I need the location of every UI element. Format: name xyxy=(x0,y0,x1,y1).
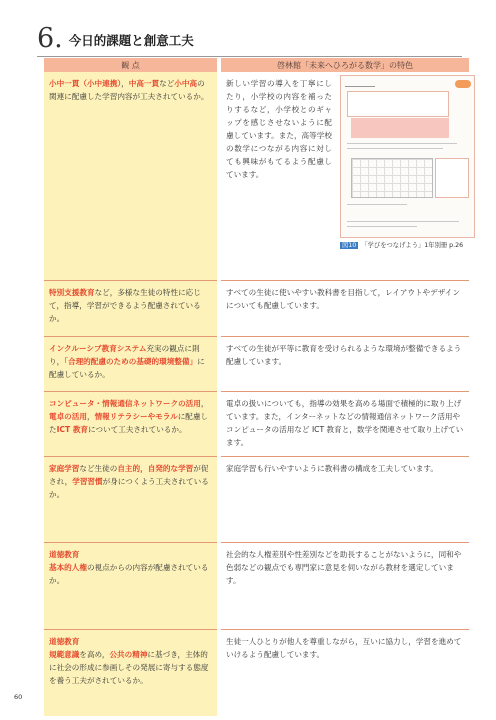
table-row xyxy=(44,72,469,280)
page-number: 60 xyxy=(14,693,23,701)
viewpoint-text: を高め， xyxy=(79,649,110,659)
features-table xyxy=(44,58,469,716)
table-row xyxy=(44,336,469,391)
viewpoint-cell xyxy=(44,542,219,629)
viewpoint-text: に配慮しているか。 xyxy=(49,356,205,379)
feature-cell: すべての生徒が平等に教育を受けられるような環境が整備できるよう配慮しています。 xyxy=(219,336,469,391)
viewpoint-cell xyxy=(44,72,219,280)
viewpoint-keyword: 公共の精神 xyxy=(109,649,148,659)
viewpoint-text: の関連に配慮した学習内容が工夫されているか。 xyxy=(49,79,209,101)
viewpoint-text: に基づき，主体的に社会の形成に参画しその発展に寄与する態度を養う工夫がされているか。 xyxy=(49,649,209,685)
section-title xyxy=(37,23,194,54)
feature-cell: 社会的な人権差別や性差別などを助長することがないように，同和や色弱などの観点でも専門家に意見を伺いながら教材を選定しています。 xyxy=(219,542,469,629)
figure-text-line xyxy=(347,204,407,205)
viewpoint-cell xyxy=(44,456,219,542)
viewpoint-keyword: ICT 教育 xyxy=(56,424,89,434)
viewpoint-text: が促され， xyxy=(49,463,209,486)
viewpoint-keyword: 情報リテラシーやモラル xyxy=(94,411,178,421)
figure-text-line xyxy=(347,221,459,222)
viewpoint-cell xyxy=(44,336,219,391)
figure-caption-text: 「学びをつなげよう」1年別冊 p.26 xyxy=(361,242,464,249)
viewpoint-keyword: コンピュータ・情報通信ネットワークの活用 xyxy=(49,398,201,408)
viewpoint-text: ， xyxy=(200,398,209,408)
viewpoint-text: の視点からの内容が配慮されているか。 xyxy=(49,562,209,585)
viewpoint-text: など生徒の xyxy=(79,463,118,473)
viewpoint-text: 充実の観点に則り， xyxy=(49,343,200,366)
viewpoint-text: が身につくよう工夫されているか。 xyxy=(49,476,209,499)
viewpoint-text: に配慮した xyxy=(49,411,209,434)
figure-caption xyxy=(340,241,463,250)
viewpoint-keyword: 電卓の活用 xyxy=(49,411,87,421)
viewpoint-keyword: 小中一貫（小中連携） xyxy=(49,79,122,88)
viewpoint-keyword: 家庭学習 xyxy=(49,463,80,473)
section-number: 6. xyxy=(37,23,63,54)
viewpoint-keyword: インクルーシブ教育システム xyxy=(49,343,147,353)
figure-side-note xyxy=(435,158,469,198)
viewpoint-cell xyxy=(44,280,219,336)
feature-cell: 家庭学習も行いやすいように教科書の構成を工夫しています。 xyxy=(219,456,469,542)
viewpoint-keyword: 道徳教育 xyxy=(49,549,80,559)
viewpoint-keyword: 小中高 xyxy=(174,79,198,88)
section-heading: 今日的課題と創意工夫 xyxy=(68,33,194,48)
figure-illustration xyxy=(351,118,449,138)
figure-text-line xyxy=(347,148,443,149)
figure-number: 図10 xyxy=(342,242,357,249)
feature-text: 新しい学習の導入を丁寧にしたり，小学校の内容を補ったりするなど，小学校とのギャップを感じさせないように配慮しています。また，高等学校の数学につながる内容に対しても興味がもてるよう配慮しています。 xyxy=(226,79,332,179)
viewpoint-keyword: 中高一貫 xyxy=(128,79,160,88)
col-header-viewpoint: 観 点 xyxy=(44,58,219,72)
figure-heading-mark xyxy=(345,80,375,87)
viewpoint-text: ， xyxy=(121,79,129,88)
table-row xyxy=(44,280,469,336)
feature-cell: 生徒一人ひとりが他人を尊重しながら，互いに協力し，学習を進めていけるよう配慮しています。 xyxy=(219,629,469,716)
feature-cell xyxy=(219,72,469,280)
title-divider xyxy=(37,56,462,57)
table-row xyxy=(44,391,469,456)
figure-text-line xyxy=(347,226,417,227)
figure-text-line xyxy=(347,143,457,144)
viewpoint-cell xyxy=(44,629,219,716)
table-row xyxy=(44,456,469,542)
textbook-figure xyxy=(340,75,475,238)
viewpoint-keyword: 道徳教育 xyxy=(49,636,80,646)
figure-badge xyxy=(455,80,471,88)
feature-cell: すべての生徒に使いやすい教科書を目指して，レイアウトやデザインについても配慮しています。 xyxy=(219,280,469,336)
viewpoint-keyword: 規範意識 xyxy=(49,649,80,659)
feature-cell: 電卓の扱いについても，指導の効果を高める場面で積極的に取り上げています。また，インターネットなどの情報通信ネットワーク活用やコンピュータの活用など ICT 教育と，数学を関連させて取り上げています。 xyxy=(219,391,469,456)
viewpoint-cell xyxy=(44,391,219,456)
col-header-features: 啓林館「未来へひろがる数学」の特色 xyxy=(219,58,469,72)
viewpoint-text: など xyxy=(159,79,175,88)
viewpoint-text: ， xyxy=(86,411,95,421)
table-row xyxy=(44,542,469,629)
viewpoint-keyword: 特別支援教育 xyxy=(49,287,95,297)
viewpoint-keyword: 基本的人権 xyxy=(49,562,87,572)
figure-grid xyxy=(351,158,433,198)
viewpoint-keyword: 自主的，自発的な学習 xyxy=(117,463,194,473)
viewpoint-keyword: 「合理的配慮のための基礎的環境整備」 xyxy=(64,356,198,366)
viewpoint-text: など，多様な生徒の特性に応じて，指導，学習ができるよう配慮されているか。 xyxy=(49,287,201,323)
viewpoint-keyword: 学習習慣 xyxy=(72,476,103,486)
table-row xyxy=(44,629,469,716)
viewpoint-text: について工夫されているか。 xyxy=(88,424,187,434)
table-header-row xyxy=(44,58,469,72)
figure-text-box xyxy=(347,91,449,117)
